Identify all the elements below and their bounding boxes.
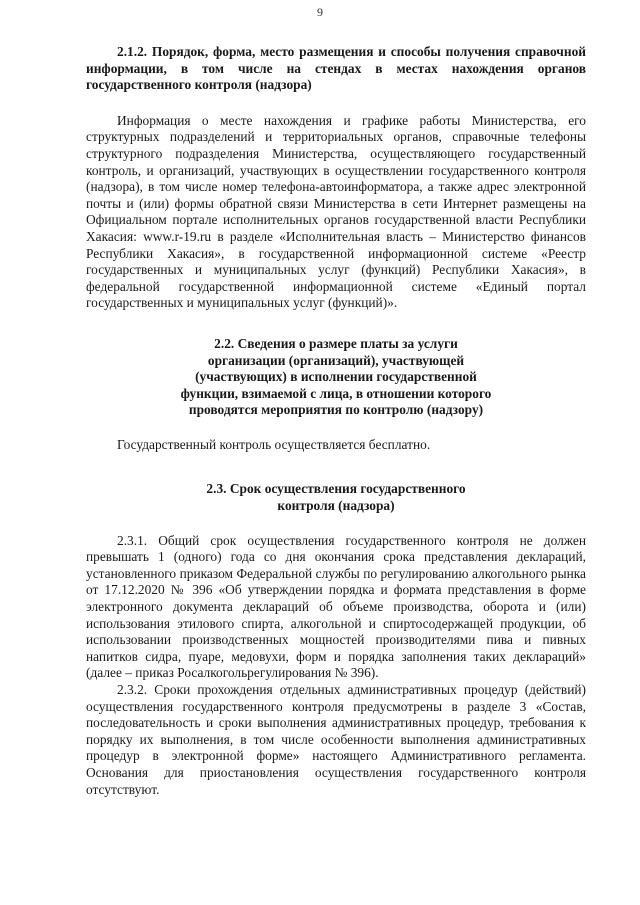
section-2-3-heading: 2.3. Срок осуществления государственного контроля (надзора): [206, 481, 466, 514]
section-2-1-2-body: Информация о месте нахождения и графике работы Министерства, его структурных подразделений и территориальных органов, справочные телефоны структурного подразделения Министерства, осуществляющего государственный контроль, и организаций, участвующих в осуществлении государственного контроля (надзора), в том числе номер телефона-автоинформатора, а также адрес электронной почты и (или) формы обратной связи Министерства в сети Интернет размещены на Официальном портале исполнительных органов государственной власти Республики Хакасия: www.r-19.ru в разделе «Исполнительная власть – Министерство финансов Республики Хакасия», в государственной информационной системе «Реестр государственных и муниципальных услуг (функций) Республики Хакасия», в федеральной государственной информационной системе «Единый портал государственных и муниципальных услуг (функций)».: [86, 112, 586, 311]
section-2-2-body: Государственный контроль осуществляется бесплатно.: [117, 436, 431, 452]
section-2-2-heading: 2.2. Сведения о размере платы за услуги организации (организаций), участвующей (участвующих) в исполнении государственной функции, взимаемой с лица, в отношении которого проводятся мероприятия по контролю (надзору): [180, 335, 492, 418]
page-content: [86, 44, 586, 798]
paragraph-2-3-2: 2.3.2. Сроки прохождения отдельных административных процедур (действий) осуществления государственного контроля предусмотрены в разделе 3 «Состав, последовательность и сроки выполнения административных процедур, требования к порядку их выполнения, в том числе особенности выполнения административных процедур в электронной форме» настоящего Административного регламента. Основания для приостановления осуществления государственного контроля отсутствуют.: [86, 682, 586, 797]
page-number: 9: [317, 5, 323, 19]
section-2-1-2-heading: 2.1.2. Порядок, форма, место размещения и способы получения справочной информации, в том числе на стендах в местах нахождения органов государственного контроля (надзора): [86, 44, 586, 93]
paragraph-2-3-1: 2.3.1. Общий срок осуществления государственного контроля не должен превышать 1 (одного) года со дня окончания срока представления деклараций, установленного приказом Федеральной службы по регулированию алкогольного рынка от 17.12.2020 № 396 «Об утверждении порядка и формата представления в форме электронного документа деклараций об объеме производства, оборота и (или) использования этилового спирта, алкогольной и спиртосодержащей продукции, об использовании производственных мощностей производителями пива и пивных напитков сидра, пуаре, медовухи, форм и порядка заполнения таких деклараций» (далее – приказ Росалкогольрегулирования № 396).: [86, 532, 586, 681]
